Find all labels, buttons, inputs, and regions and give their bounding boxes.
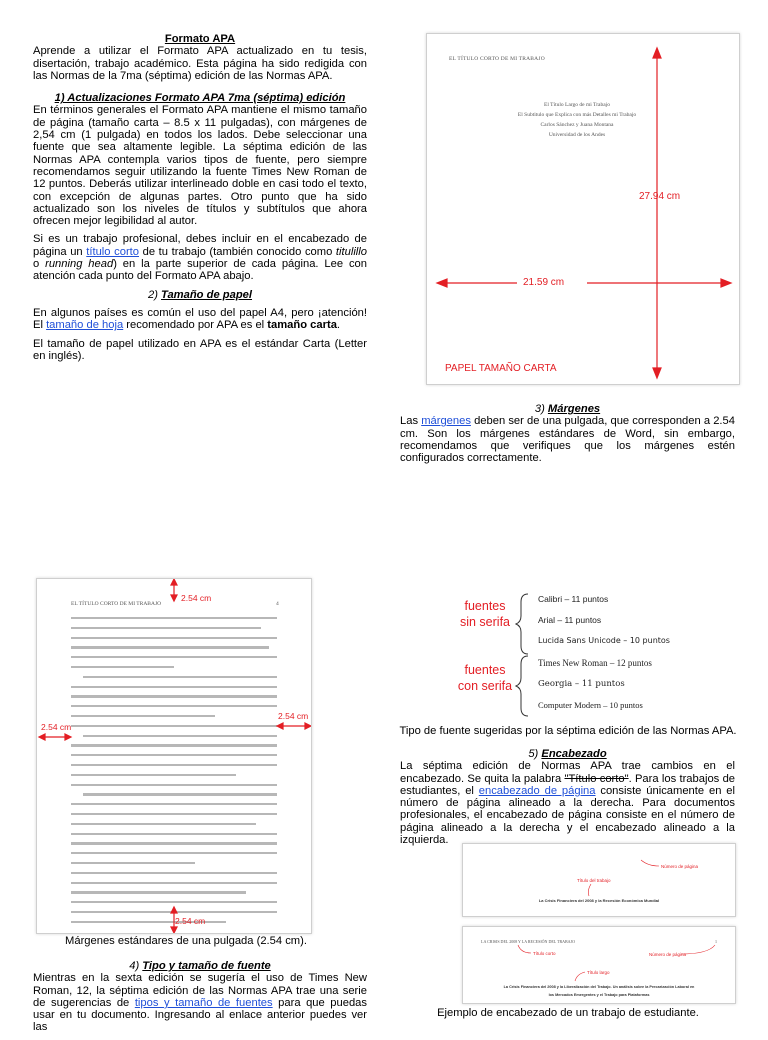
section-1-paragraph-1: En términos generales el Formato APA mantiene el mismo tamaño de página (tamaño carta – 8.5 x 11 pulgadas), con márgenes de 2,54 cm (1 pulgada) en todos los lados. Debe seleccionar una fuente que sea altamente legible. La séptima edición de las Normas APA contempla varios tipos de fuente, pero siempre recomendamos seguir utilizando la fuente Times New Roman de 12 puntos. Deberás utilizar interlineado doble en casi todo el texto, con excepción de algunas partes. Otro punto que ha sido actualizado son los niveles de títulos y subtítulos que ahora ofrecen mejor legibilidad al autor.	[33, 104, 367, 228]
fonts-caption: Tipo de fuente sugeridas por la séptima edición de las Normas APA.	[399, 725, 737, 737]
height-dimension-label: 27.94 cm	[639, 191, 681, 202]
dimension-arrows	[427, 34, 739, 384]
left-column-top	[33, 33, 367, 368]
paper-title-line: El Título Largo de mi Trabajo	[544, 102, 610, 108]
section-3-paragraph: Las márgenes deben ser de una pulgada, que corresponden a 2.54 cm. Son los márgenes estándares de Word, sin embargo, recomendamos que verifiques que los márgenes estén configurados correctamente.	[400, 415, 735, 465]
margenes-link[interactable]: márgenes	[421, 415, 471, 428]
section-4-paragraph: Mientras en la sexta edición se sugería el uso de Times New Roman, 12, la séptima edición de las Normas APA trae una serie de sugerencias de tipos y tamaño de fuentes para que puedas usar en tu documento. Ingresando al enlace anterior puedes ver las	[33, 972, 367, 1034]
example-running-head: LA CRISIS DEL 2008 Y LA RECESIÓN DEL TRABAJO	[481, 939, 576, 944]
section-3	[400, 403, 735, 470]
section-2-paragraph-1: En algunos países es común el uso del papel A4, pero ¡atención! El tamaño de hoja recomendado por APA es el tamaño carta.	[33, 306, 367, 332]
section-1-paragraph-2: Si es un trabajo profesional, debes incluir en el encabezado de página un título corto de tu trabajo (también conocido como titulillo o running head) en la parte superior de cada página. Lee con atención cada punto del Formato APA abajo.	[33, 233, 367, 283]
page-title: Formato APA	[164, 33, 236, 45]
section-1-heading: 1) Actualizaciones Formato APA 7ma (séptima) edición	[54, 92, 346, 105]
margins-running-head: EL TÍTULO CORTO DE MI TRABAJO	[71, 601, 162, 607]
header-example-professional	[462, 926, 736, 1004]
title-label: Título del trabajo	[577, 878, 611, 883]
paper-title-line: Carlos Sánchez y Juana Montana	[540, 122, 614, 128]
margin-arrows	[37, 579, 311, 933]
section-5-paragraph: La séptima edición de Normas APA trae cambios en el encabezado. Se quita la palabra "Título corto". Para los trabajos de estudiantes, el encabezado de página consiste únicamente en el número de página alineado a la derecha. Para documentos profesionales, el encabezado de página consiste en el número de página alineado a la derecha y el encabezado alineado a la izquierda.	[400, 760, 736, 847]
header-example-student	[462, 843, 736, 917]
right-margin-label: 2.54 cm	[278, 711, 309, 721]
margins-page-number: 4	[276, 601, 279, 607]
sans-font-1: Calibri – 11 puntos	[538, 594, 609, 604]
paper-title-line: Universidad de los Andes	[548, 132, 606, 138]
example-title: La Crisis Financiera del 2008 y la Recesión Económica Mundial	[538, 898, 660, 903]
letter-paper-figure	[426, 33, 740, 385]
left-margin-label: 2.54 cm	[41, 722, 72, 732]
margins-figure	[36, 578, 312, 934]
page-number-label: Número de página	[649, 952, 687, 957]
font-suggestions-figure	[455, 592, 725, 717]
paper-running-head: EL TÍTULO CORTO DE MI TRABAJO	[449, 56, 545, 62]
intro-paragraph: Aprende a utilizar el Formato APA actualizado en tu tesis, disertación, trabajo académico. Esta página ha sido redigida con las Normas de la 7ma (séptima) edición de las Normas APA.	[33, 45, 367, 82]
paper-size-label: PAPEL TAMAÑO CARTA	[445, 363, 557, 374]
page-number-label: Número de página	[661, 864, 699, 869]
sans-font-3: Lucida Sans Unicode – 10 puntos	[538, 636, 670, 645]
tipos-fuentes-link[interactable]: tipos y tamaño de fuentes	[134, 996, 273, 1009]
width-dimension-label: 21.59 cm	[523, 277, 565, 288]
long-title-label: Título largo	[587, 970, 610, 975]
sans-font-2: Arial – 11 puntos	[538, 615, 602, 625]
annotation-lines	[463, 844, 735, 916]
serif-font-2: Georgia – 11 puntos	[538, 679, 625, 689]
bottom-margin-label: 2.54 cm	[175, 916, 206, 926]
margins-caption: Márgenes estándares de una pulgada (2.54 cm).	[65, 935, 307, 947]
header-caption: Ejemplo de encabezado de un trabajo de estudiante.	[437, 1007, 699, 1019]
example-long-title: La Crisis Financiera del 2008 y la Liberalización del Trabajo. Un análisis sobre la Precarización Laboral en los Mercados Emergentes y el Trabajo para Plataformas	[503, 985, 695, 997]
encabezado-pagina-link[interactable]: encabezado de página	[478, 784, 596, 797]
titulo-corto-link[interactable]: título corto	[86, 245, 139, 258]
section-3-heading: 3) Márgenes	[534, 403, 601, 415]
serif-font-3: Computer Modern – 10 puntos	[538, 700, 643, 710]
tamano-hoja-link[interactable]: tamaño de hoja	[46, 319, 124, 332]
top-margin-label: 2.54 cm	[181, 593, 212, 603]
section-5	[400, 748, 735, 852]
braces	[515, 592, 531, 717]
section-2-paragraph-2: El tamaño de papel utilizado en APA es el estándar Carta (Letter en inglés).	[33, 337, 367, 362]
example-page-number: 1	[715, 939, 717, 944]
section-2-heading: 2) Tamaño de papel	[147, 288, 253, 301]
short-title-label: Título corto	[533, 951, 556, 956]
serif-label: fuentes con serifa	[457, 663, 513, 693]
section-5-heading: 5) Encabezado	[528, 748, 607, 760]
section-4-heading: 4) Tipo y tamaño de fuente	[129, 960, 271, 972]
serif-font-1: Times New Roman – 12 puntos	[538, 658, 652, 668]
sans-serif-label: fuentes sin serifa	[459, 599, 511, 629]
paper-title-line: El Subtitulo que Explica con más Detalles mi Trabajo	[517, 112, 637, 118]
section-4	[33, 960, 367, 1040]
